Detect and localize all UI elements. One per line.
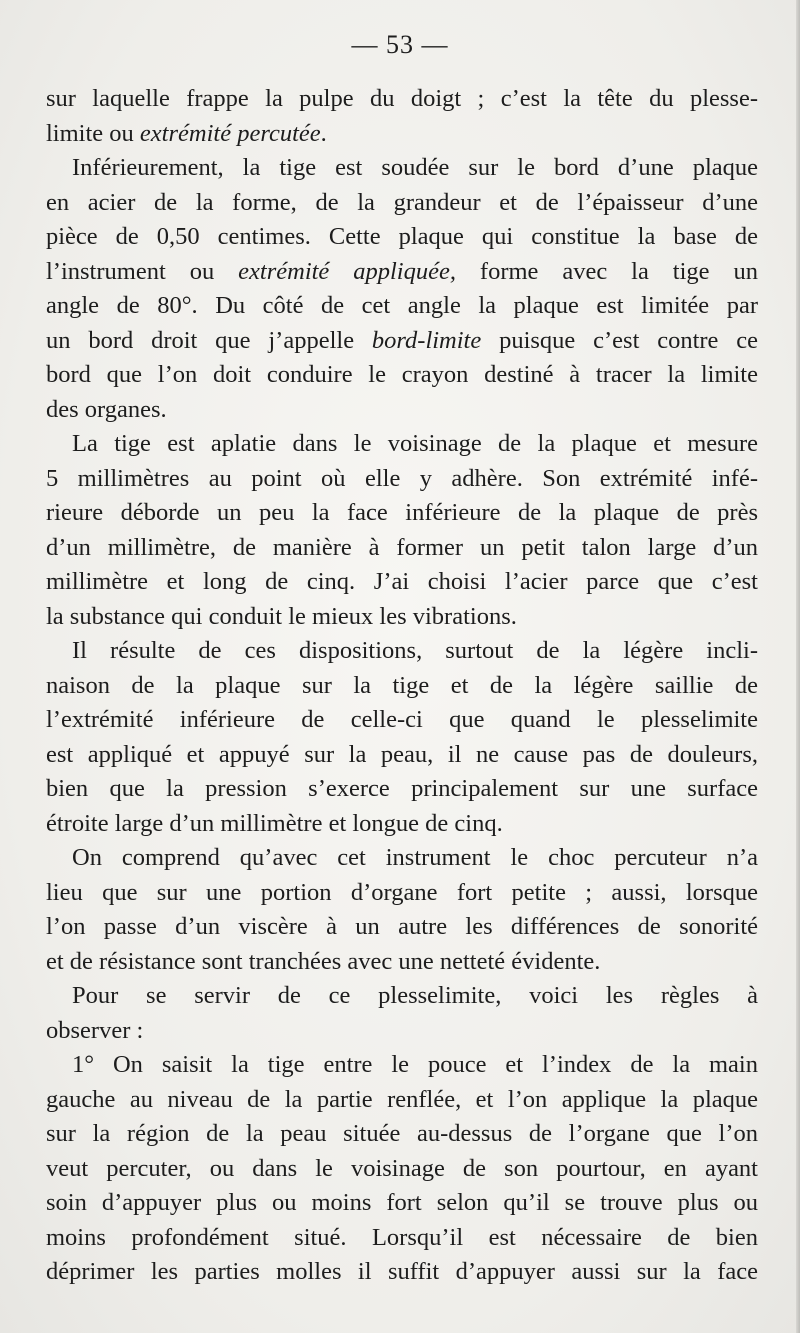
text-segment: déprimer les parties molles il suffit d’appuyer aussi sur la face	[46, 1258, 758, 1285]
text-segment: est appliqué et appuyé sur la peau, il ne cause pas de douleurs,	[46, 740, 758, 768]
text-line	[46, 634, 758, 669]
text-segment: bien que la pression s’exerce principalement sur une surface	[46, 775, 758, 802]
text-line	[46, 82, 758, 117]
text-line	[46, 1083, 758, 1118]
text-line	[46, 393, 758, 428]
text-line	[46, 669, 758, 704]
text-segment: puisque c’est contre ce	[481, 326, 758, 354]
text-segment: et de résistance sont tranchées avec une netteté évidente.	[46, 947, 601, 975]
text-segment: sur laquelle frappe la pulpe du doigt ; c’est la tête du plesse-	[46, 85, 758, 112]
text-line	[46, 703, 758, 738]
text-line	[46, 1048, 758, 1083]
text-line	[46, 1255, 758, 1290]
text-segment: bord que l’on doit conduire le crayon destiné à tracer la limite	[46, 361, 758, 388]
text-segment: moins profondément situé. Lorsqu’il est nécessaire de bien	[46, 1223, 758, 1251]
text-line	[46, 186, 758, 221]
text-segment: pièce de 0,50 centimes. Cette plaque qui constitue la base de	[46, 223, 758, 250]
text-line	[46, 324, 758, 359]
text-segment: Pour se servir de ce plesselimite, voici les règles à	[72, 982, 758, 1009]
text-line	[46, 496, 758, 531]
text-line	[46, 1014, 758, 1049]
text-segment: l’extrémité inférieure de celle-ci que quand le plesselimite	[46, 706, 758, 733]
italic-term: extrémité percutée	[139, 119, 321, 147]
text-segment: naison de la plaque sur la tige et de la légère saillie de	[46, 671, 758, 699]
text-segment: des organes.	[46, 395, 167, 423]
text-segment: Il résulte de ces dispositions, surtout de la légère incli-	[72, 637, 758, 664]
text-line	[46, 1117, 758, 1152]
text-line	[46, 462, 758, 497]
text-segment: 5 millimètres au point où elle y adhère. Son extrémité infé-	[46, 464, 758, 492]
text-line	[46, 1221, 758, 1256]
text-segment: .	[320, 119, 327, 147]
text-line	[46, 289, 758, 324]
text-segment: gauche au niveau de la partie renflée, et l’on applique la plaque	[46, 1085, 758, 1113]
text-segment: l’on passe d’un viscère à un autre les différences de sonorité	[46, 913, 758, 940]
text-segment: étroite large d’un millimètre et longue de cinq.	[46, 809, 503, 837]
page-number: — 53 —	[351, 30, 449, 59]
text-segment: en acier de la forme, de la grandeur et de l’épaisseur d’une	[46, 188, 758, 216]
text-line	[46, 738, 758, 773]
text-line	[46, 565, 758, 600]
italic-term: extrémité appliquée,	[238, 257, 456, 285]
text-line	[46, 841, 758, 876]
text-line	[46, 910, 758, 945]
text-line	[46, 117, 758, 152]
text-segment: un bord droit que j’appelle	[46, 326, 372, 354]
text-segment: Inférieurement, la tige est soudée sur le bord d’une plaque	[72, 154, 758, 181]
text-line	[46, 255, 758, 290]
text-line	[46, 945, 758, 980]
text-segment: sur la région de la peau située au-dessus de l’organe que l’on	[46, 1120, 758, 1147]
text-line	[46, 1152, 758, 1187]
text-line	[46, 807, 758, 842]
text-segment: lieu que sur une portion d’organe fort petite ; aussi, lorsque	[46, 878, 758, 906]
text-segment: millimètre et long de cinq. J’ai choisi l’acier parce que c’est	[46, 568, 758, 595]
text-line	[46, 220, 758, 255]
text-segment: rieure déborde un peu la face inférieure de la plaque de près	[46, 499, 758, 526]
text-line	[46, 876, 758, 911]
italic-term: bord-limite	[371, 326, 482, 354]
body-text	[46, 82, 758, 1290]
text-segment: veut percuter, ou dans le voisinage de son pourtour, en ayant	[46, 1154, 758, 1182]
page-edge	[796, 0, 800, 1333]
text-line	[46, 600, 758, 635]
text-line	[46, 1186, 758, 1221]
text-line	[46, 427, 758, 462]
text-segment: la substance qui conduit le mieux les vibrations.	[46, 602, 517, 630]
text-segment: soin d’appuyer plus ou moins fort selon qu’il se trouve plus ou	[46, 1189, 758, 1216]
text-segment: angle de 80°. Du côté de cet angle la plaque est limitée par	[46, 292, 758, 319]
text-line	[46, 358, 758, 393]
text-line	[46, 772, 758, 807]
text-segment: l’instrument ou	[46, 257, 239, 285]
text-line	[46, 151, 758, 186]
text-line	[46, 531, 758, 566]
text-segment: forme avec la tige un	[455, 257, 758, 285]
text-segment: d’un millimètre, de manière à former un petit talon large d’un	[46, 533, 758, 561]
text-segment: On comprend qu’avec cet instrument le choc percuteur n’a	[72, 844, 758, 871]
text-line	[46, 979, 758, 1014]
text-segment: 1° On saisit la tige entre le pouce et l’index de la main	[72, 1051, 758, 1078]
text-segment: La tige est aplatie dans le voisinage de la plaque et mesure	[72, 430, 758, 457]
text-segment: observer :	[46, 1016, 144, 1044]
text-segment: limite ou	[46, 119, 140, 147]
